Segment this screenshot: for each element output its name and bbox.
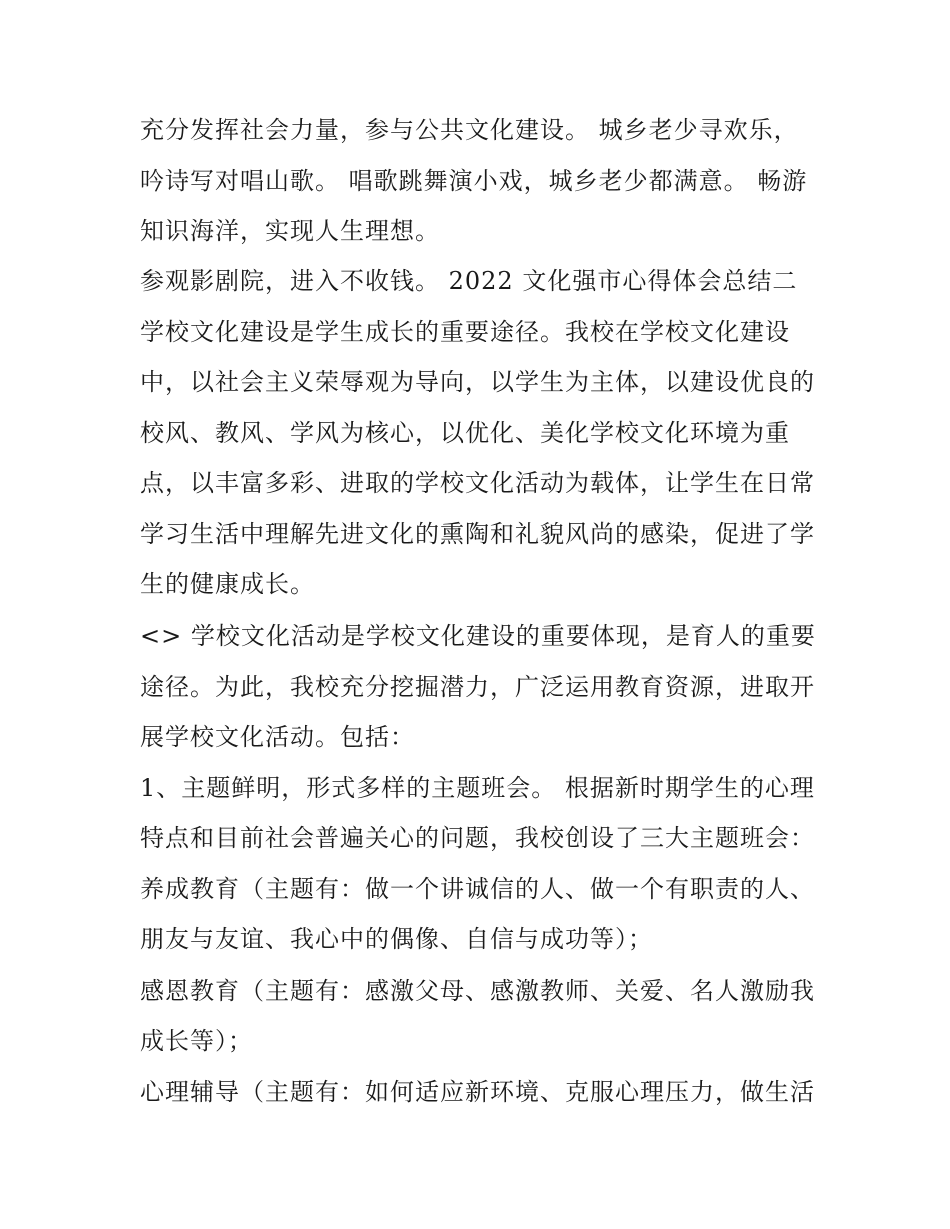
text-line: 知识海洋，实现人生理想。 — [140, 217, 440, 245]
text-line: 特点和目前社会普遍关心的问题，我校创设了三大主题班会： — [140, 824, 815, 852]
text-line: 充分发挥社会力量，参与公共文化建设。 城乡老少寻欢乐， — [140, 116, 799, 144]
text-line: 学校文化建设是学生成长的重要途径。我校在学校文化建设 — [140, 318, 790, 346]
text-line: 参观影剧院，进入不收钱。 2022 文化强市心得体会总结二 — [140, 267, 798, 295]
text-line: 朋友与友谊、我心中的偶像、自信与成功等）； — [140, 925, 653, 953]
text-line: 中，以社会主义荣辱观为导向，以学生为主体，以建设优良的 — [140, 368, 815, 396]
text-line: 1、主题鲜明，形式多样的主题班会。 根据新时期学生的心理 — [140, 774, 815, 802]
text-line: 点，以丰富多彩、进取的学校文化活动为载体，让学生在日常 — [140, 469, 815, 497]
text-line: 途径。为此，我校充分挖掘潜力，广泛运用教育资源，进取开 — [140, 673, 815, 701]
text-line: 展学校文化活动。包括： — [140, 723, 415, 751]
text-line: 生的健康成长。 — [140, 570, 315, 598]
text-line: 吟诗写对唱山歌。 唱歌跳舞演小戏，城乡老少都满意。 畅游 — [140, 167, 808, 195]
text-line: 成长等）； — [140, 1027, 253, 1055]
text-line: 学习生活中理解先进文化的熏陶和礼貌风尚的感染，促进了学 — [140, 520, 815, 548]
text-line: 养成教育（主题有：做一个讲诚信的人、做一个有职责的人、 — [140, 875, 815, 903]
text-line: 感恩教育（主题有：感激父母、感激教师、关爱、名人激励我 — [140, 977, 815, 1005]
text-line: <> 学校文化活动是学校文化建设的重要体现，是育人的重要 — [140, 622, 816, 650]
text-line: 校风、教风、学风为核心，以优化、美化学校文化环境为重 — [140, 419, 790, 447]
text-line: 心理辅导（主题有：如何适应新环境、克服心理压力，做生活 — [140, 1078, 815, 1106]
